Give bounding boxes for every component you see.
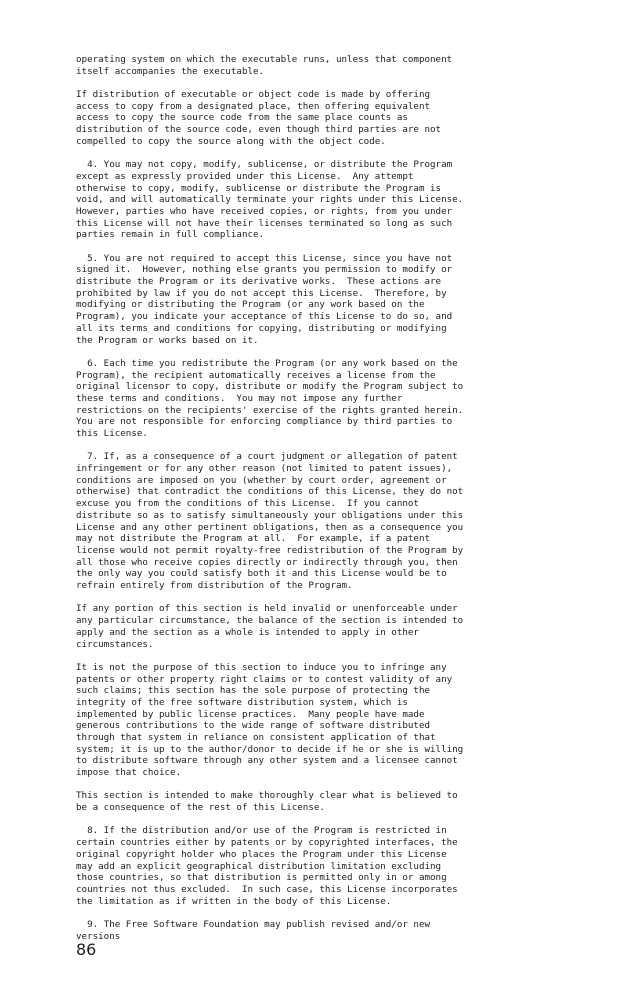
paragraph-section-4: 4. You may not copy, modify, sublicense, or distribute the Program except as expressly provided under this License. Any attempt otherwise to copy, modify, sublicense or distribute the Program is void, and will automatically terminate your rights under this License. However, parties who have received copies, or rights, from you under this License will not have their licenses terminated so long as such parties remain in full compliance. bbox=[76, 159, 464, 241]
paragraph-section-6: 6. Each time you redistribute the Program (or any work based on the Program), the recipient automatically receives a license from the original licensor to copy, distribute or modify the Program subject to these terms and conditions. You may not impose any further restrictions on the recipients' exercise of the rights granted herein. You are not responsible for enforcing compliance by third parties to this License. bbox=[76, 357, 464, 440]
paragraph-continuation: operating system on which the executable runs, unless that component itself accompanies the executable. bbox=[76, 54, 453, 77]
paragraph-section-8: 8. If the distribution and/or use of the Program is restricted in certain countries either by patents or by copyrighted interfaces, the original copyright holder who places the Program under this License may add an explicit geographical distribution limitation excluding those countries, so that distribution is permitted only in or among countries not thus excluded. In such case, this License incorporates the limitation as if written in the body of this License. bbox=[76, 825, 458, 907]
paragraph-section-5: 5. You are not required to accept this License, since you have not signed it. However, nothing else grants you permission to modify or distribute the Program or its derivative works. These actions are prohibited by law if you do not accept this License. Therefore, by modifying or distributing the Program (or any work based on the Program), you indicate your acceptance of this License to do so, and all its terms and conditions for copying, distributing or modifying the Program or works based on it. bbox=[76, 252, 453, 346]
paragraph-clarification: This section is intended to make thoroughly clear what is believed to be a consequence of the rest of this License. bbox=[76, 790, 458, 814]
page-number: 86 bbox=[76, 940, 97, 959]
page-body bbox=[76, 54, 476, 954]
paragraph-section-9: 9. The Free Software Foundation may publish revised and/or new versions bbox=[76, 918, 431, 942]
paragraph-purpose: It is not the purpose of this section to induce you to infringe any patents or other property right claims or to contest validity of any such claims; this section has the sole purpose of protecting the integrity of the free software distribution system, which is implemented by public license practices. Many people have made generous contributions to the wide range of software distributed through that system in reliance on consistent application of that system; it is up to the author/donor to decide if he or she is willing to distribute software through any other system and a licensee cannot impose that choice. bbox=[76, 661, 464, 779]
paragraph-invalid-portion: If any portion of this section is held invalid or unenforceable under any particular circumstance, the balance of the section is intended to apply and the section as a whole is intended to apply in other circumstances. bbox=[76, 603, 464, 650]
paragraph-distribution-access: If distribution of executable or object code is made by offering access to copy from a designated place, then offering equivalent access to copy the source code from the same place counts as distribution of the source code, even though third parties are not compelled to copy the source along with the object code. bbox=[76, 89, 442, 147]
paragraph-section-7: 7. If, as a consequence of a court judgment or allegation of patent infringement or for any other reason (not limited to patent issues), conditions are imposed on you (whether by court order, agreement or otherwise) that contradict the conditions of this License, they do not excuse you from the conditions of this License. If you cannot distribute so as to satisfy simultaneously your obligations under this License and any other pertinent obligations, then as a consequence you may not distribute the Program at all. For example, if a patent license would not permit royalty-free redistribution of the Program by all those who receive copies directly or indirectly through you, then the only way you could satisfy both it and this License would be to refrain entirely from distribution of the Program. bbox=[76, 451, 464, 592]
